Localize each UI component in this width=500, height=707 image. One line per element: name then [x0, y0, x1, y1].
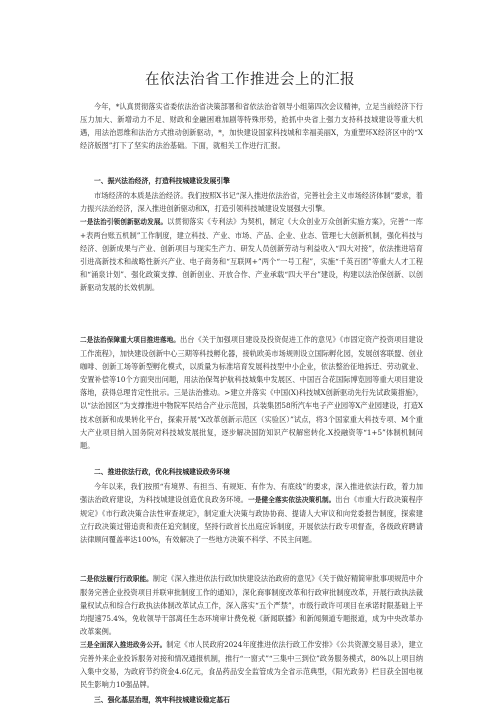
section-2-paragraph-1	[80, 480, 423, 546]
section-2-point-2-text: 制定《深入推进依法行政加快建设法治政府的意见》《关于做好精简审批事项规范中介服务完善企业投资项目并联审批制度工作的通知》，深化商事制度改革和行政审批制度改革，开展行政执法裁量权试点和综合行政执法体制改革试点工作，深入落实“五个严禁”，市级行政许可项目在承诺时限基础上平均提速75.4%，免收领导干部离任生态环境审计费免税《新闻联播》和新闻频道专题报道，成为中央改革办改革案例。	[80, 574, 424, 637]
section-1-point-2-text: 出台《关于加强项目建设及投资促进工作的意见》《市固定资产投资项目建设工作流程》，加快建设创新中心三期等科技孵化器，接轨欧美市场规则设立国际孵化园，发展创客联盟、创业咖啡、创新工场等新型孵化模式，以质量为标准培育发展科技型中小企业，依法整治征地拆迁、劳动就业、安置补偿等10个方面突出问题，用法治保驾护航科技城集中发展区、中国百合花国际博览园等重大项目建设落地，获得总理肯定性批示。三是法治推动。>建立并落实《中国(X)科技城X创新驱动先行先试政策措施》，以“法治园区”为支撑推进中物院军民结合产业示范园，兵装集团58所汽车电子产业园等X产业园建设，打造X技术创新和成果转化平台，探索开展“X改革创新示范区（实验区）”试点，将3个国家重大科技专项、M个重大产业项目纳入国务院对科技城发展批复，逐步解决国防知识产权解密转化.X投融资等“1+5”体制机制问题。	[80, 335, 424, 450]
section-3-heading: 三、强化基层治理，筑牢科技城建设稳定基石	[94, 696, 230, 704]
intro-paragraph: 今年，*认真贯彻落实省委依法治省决策部署和省依法治省领导小组第四次会议精神，立足当前经济下行压力加大、新增动力不足、财政和金融困难加剧等特殊形势，抢抓中央省上强力支持科技城建设等重大机遇，用法治思维和法治方式推动创新驱动，*，加快建设国家科技城和幸福美丽X，为重塑环X经济区中的“X经济版图”打下了坚实的法治基础。下面，就相关工作进行汇报。	[80, 102, 423, 151]
section-2-heading: 二、推进依法行政，优化科技城建设政务环境	[94, 468, 230, 476]
section-2-point-2-lead: 二是依法履行行政职能。	[80, 575, 153, 583]
section-1-paragraph-3	[80, 333, 423, 452]
section-2-point-3-text: 制定《市人民政府2024年度推进依法行政工作安排》《公共资源交易目录》，建立完善外来企业投诉服务对接和情况通报机制，推行“一窗式”“三集中三到位”政务服务模式，80%以上项目纳入集中交易，为政府节约资金4.6亿元，食品药品安全监管成为全省示范典型，《阳光政务》栏目获全国电视民生影响力10强品牌。	[80, 640, 423, 690]
document-title: 在依法治省工作推进会上的汇报	[145, 72, 355, 88]
section-2-point-1-text: 出台《市重大行政决策程序规定》《市行政决策合法性审查规定》，制定重大决策与政协协商、提请人大审议和向党委报告制度，探索建立行政决策过错追责和责任追究制度，坚持行政首长出庭应诉制度，开展依法行政专项督查，各级政府聘请法律顾问覆盖率达100%，有效解决了一些地方决策不科学、不民主问题。	[80, 495, 423, 545]
section-2-paragraph-2	[80, 572, 423, 638]
section-1-point-2-lead: 二是法治保障重大项目推进落地。	[80, 336, 180, 344]
section-1-point-1-lead: 一是法治引领创新驱动发展。	[80, 218, 168, 226]
section-2-intro-text: 今年以来，我们按照“有境界、有担当、有规矩、有作为、有底线”的要求，深入推进依法行政，着力加强法治政府建设，为科技城建设创造优良政务环境。	[80, 482, 423, 505]
section-2-paragraph-3	[80, 638, 423, 691]
section-1-paragraph-2	[80, 215, 423, 295]
section-1-heading: 一、振兴法治经济，打造科技城建设发展引擎	[94, 177, 230, 185]
section-2-point-1-lead: 一是健全落实依法决策机制。	[248, 496, 336, 505]
section-1-paragraph-1: 市场经济的本质是法治经济。我们按照X书记“深入推进依法治省，完善社会主义市场经济体制”要求，着力振兴法治经济，深入推进创新驱动和X，打造引领科技城建设发展强大引擎。	[80, 191, 423, 214]
section-1-point-1-text: 以贯彻落实《专利法》为契机，制定《大众创业万众创新实施方案》，完善“一库+表两台账五机制”工作制度，建立科技、产业、市场、产品、企业、业态、管理七大创新机制，强化科技与经济、创新成果与产业、创新项目与现实生产力、研发人员创新劳动与利益收入“四大对接”，依法推进培育引进高新技术和战略性新兴产业、电子商务和“互联网+”两个“一号工程”，实施“千英百团”等重大人才工程和“涌泉计划”、强化政策支撑、创新创业、开放合作、产业承载“四大平台”建设，构建以法治保创新、以创新驱动发展的长效机制。	[80, 217, 423, 293]
section-2-point-3-lead: 三是全面深入推进政务公开。	[80, 641, 167, 649]
